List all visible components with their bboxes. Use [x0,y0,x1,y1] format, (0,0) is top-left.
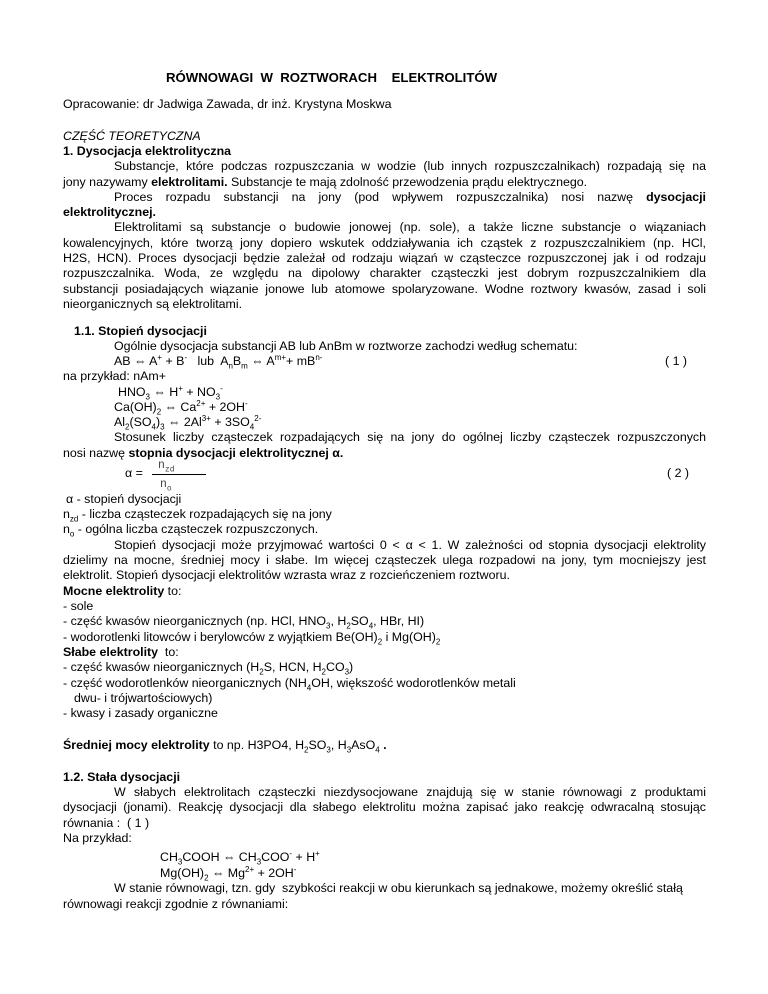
def-alpha: α - stopień dysocjacji [66,492,182,506]
authors-line: Opracowanie: dr Jadwiga Zawada, dr inż. Krystyna Moskwa [63,97,392,111]
equation-1: AB ⇔ A+ + B- lub $A_nB_m$ ⇔ $A^{m+}+ mB^{n-}$ [114,352,323,371]
strong-item-salts: - sole [63,599,94,613]
s11-range-l3: elektrolit. Stopień dysocjacji elektrolitów wzrasta wraz z rozcieńczeniem roztworu. [63,568,510,582]
s12-p1-l1: W słabych elektrolitach cząsteczki niezdysocjowane znajdują się w stanie równowagi z produktami [114,785,706,799]
part-heading: CZĘŚĆ TEORETYCZNA [63,129,201,143]
medium-electrolytes-line: Średniej mocy elektrolity to np. H3PO4, $H_2SO_3$, $H_3AsO_4$ . [63,738,387,755]
section-1-heading: 1. Dysocjacja elektrolityczna [63,144,232,158]
s12-p2-l1: W stanie równowagi, tzn. gdy szybkości reakcji w obu kierunkach są jednakowe, możemy określić stałą [114,881,683,895]
s1-p3-l6: nieorganicznych są elektrolitami. [63,297,243,311]
s11-alpha-l2: nosi nazwę stopnia dysocjacji elektrolitycznej α. [63,446,344,460]
reaction-hno3: $HNO_3$ ⇔ $H^+ + NO_3^-$ [118,383,223,402]
fraction-bar [152,474,206,475]
s1-p3-l4: rozpuszczalnika. Woda, ze względu na dipolowy charakter cząsteczki jest dobrym rozpuszczalnikiem dla [63,266,706,280]
equation-1-number: ( 1 ) [665,354,688,368]
s11-range-l2: dzielimy na mocne, średniej mocy i słabe. Im więcej cząsteczek ulega rozpadowi na jony, tym mocniejszy jest [63,553,706,567]
reaction-mgoh2: $Mg(OH)_2$ ⇔ $Mg^{2+} + 2OH^-$ [160,864,297,883]
s1-p1-l2: jony nazywamy elektrolitami. Substancje te mają zdolność przewodzenia prądu elektrycznego. [63,175,588,189]
section-1-1-heading: 1.1. Stopień dysocjacji [74,324,207,338]
reaction-ch3cooh: $CH_3COOH$ ⇔ $CH_3COO^- + H^+$ [160,848,320,867]
s12-p1-l2: dysocjacji (jonami). Reakcję dysocjacji dla słabego elektrolitu można zapisać jako reakcję odwracalną stosując [63,800,706,814]
weak-electrolytes-heading: Słabe elektrolity to: [63,645,179,659]
s1-p2-l1: Proces rozpadu substancji na jony (pod wpływem rozpuszczalnika) nosi nazwę dysocjacji [114,190,706,204]
alpha-symbol: α = [125,466,143,480]
strong-electrolytes-heading: Mocne elektrolity to: [63,584,182,598]
weak-item-organic: - kwasy i zasady organiczne [63,706,218,720]
s12-example-label: Na przykład: [63,831,132,845]
s1-p3-l3: H2S, HCN). Proces dysocjacji będzie zależał od rodzaju wiązań w cząsteczce rozpuszczonej jak i od rodzaju [63,251,706,265]
s1-p3-l2: kowalencyjnych, które tworzą jony dopiero wskutek oddziaływania ich cząstek z rozpuszczalnikiem (np. HCl, [63,236,706,250]
s1-p2-l2: elektrolitycznej. [63,205,156,219]
equation-2-number: ( 2 ) [667,466,690,480]
weak-item-hydroxides: - część wodorotlenków nieorganicznych ($NH_4OH$, większość wodorotlenków metali [63,676,516,693]
strong-item-acids: - część kwasów nieorganicznych (np. HCl, $HNO_3$, $H_2SO_4$, HBr, HI) [63,614,425,631]
def-nzd: $n_{zd}$ - liczba cząsteczek rozpadających się na jony [63,507,332,524]
s12-p2-l2: równowagi reakcji zgodnie z równaniami: [63,897,289,911]
def-no: $n_o$ - ogólna liczba cząsteczek rozpuszczonych. [63,522,319,539]
strong-item-hydroxides: - wodorotlenki litowców i berylowców z wyjątkiem $Be(OH)_2$ i $Mg(OH)_2$ [63,630,441,647]
s11-example-label: na przykład: nAm+ [63,369,166,383]
s12-p1-l3: równania : ( 1 ) [63,816,150,830]
fraction-numerator: $n_{zd}$ [158,459,175,475]
reaction-al2so43: $Al_2(SO_4)_3$ ⇔ $2Al^{3+} + 3SO_4^{2-}$ [114,413,262,432]
fraction-denominator: $n_o$ [160,478,172,494]
weak-item-acids: - część kwasów nieorganicznych ($H_2S$, HCN, $H_2CO_3$) [63,660,354,677]
document-title: RÓWNOWAGI W ROZTWORACH ELEKTROLITÓW [166,70,498,85]
weak-item-hydroxides-cont: dwu- i trójwartościowych) [74,691,213,705]
s11-intro: Ogólnie dysocjacja substancji AB lub AnBm w roztworze zachodzi według schematu: [114,339,578,353]
s1-p1-l1: Substancje, które podczas rozpuszczania w wodzie (lub innych rozpuszczalnikach) rozpadają się na [114,159,706,173]
s11-alpha-l1: Stosunek liczby cząsteczek rozpadających się na jony do ogólnej liczby cząsteczek rozpuszczonych [114,430,706,444]
s1-p3-l1: Elektrolitami są substancje o budowie jonowej (np. sole), a także liczne substancje o wiązaniach [114,220,706,234]
s11-range-l1: Stopień dysocjacji może przyjmować wartości 0 < α < 1. W zależności od stopnia dysocjacji elektrolity [114,538,706,552]
s1-p3-l5: substancji posiadających wiązanie jonowe lub atomowe spolaryzowane. Wodne roztwory kwasów, zasad i soli [63,282,706,296]
section-1-2-heading: 1.2. Stała dysocjacji [63,770,181,784]
reaction-caoh2: $Ca(OH)_2$ ⇔ $Ca^{2+} + 2OH^-$ [114,398,248,417]
